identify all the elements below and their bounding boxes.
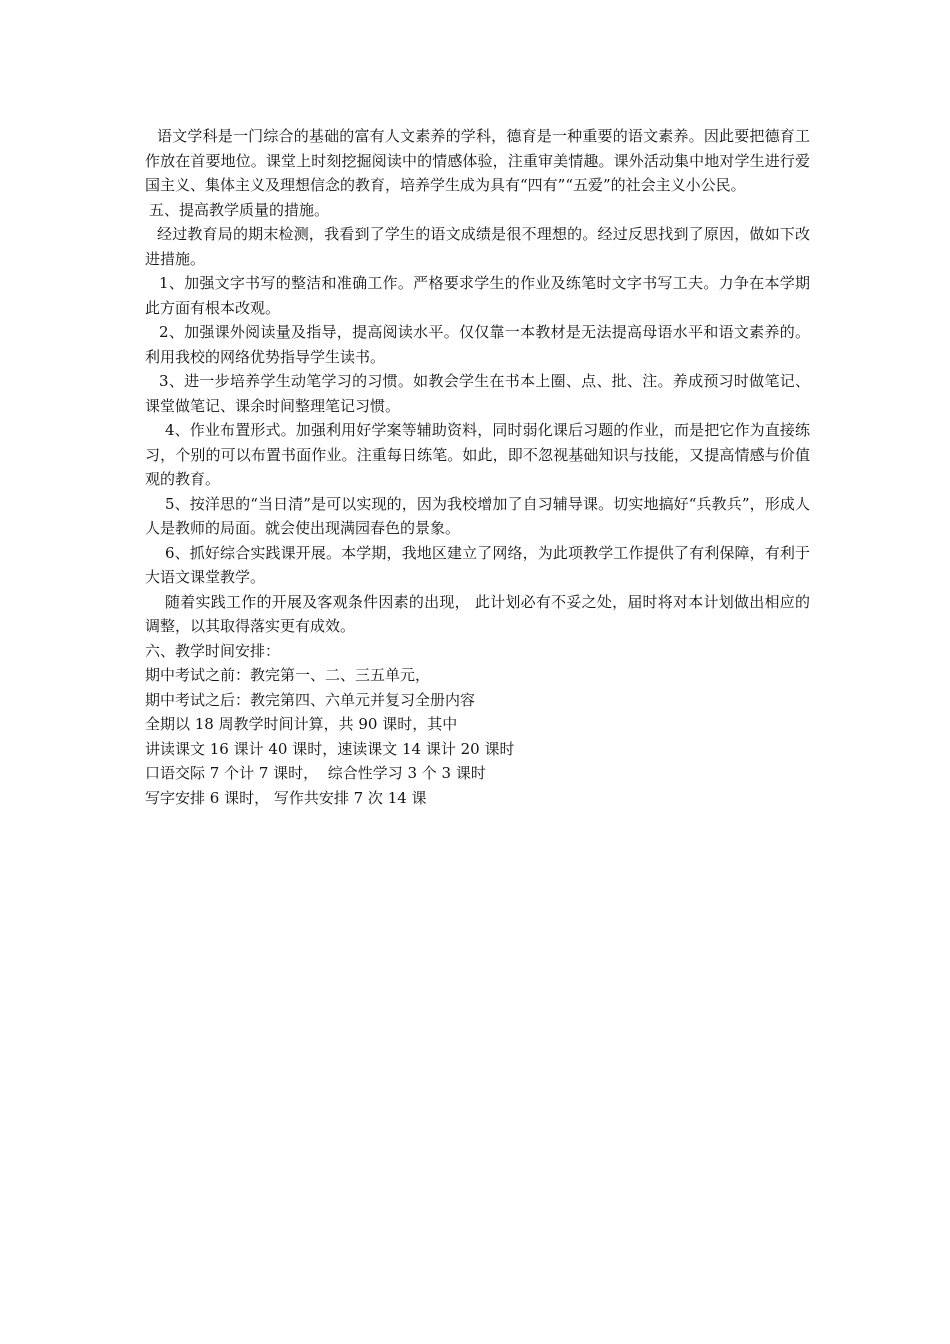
measure-item-4: 4、作业布置形式。加强利用好学案等辅助资料，同时弱化课后习题的作业，而是把它作为直接练习，个别的可以布置书面作业。注重每日练笔。如此，即不忽视基础知识与技能，又提高情感与价值观的教育。 bbox=[145, 421, 810, 488]
measure-item-1: 1、加强文字书写的整洁和准确工作。严格要求学生的作业及练笔时文字书写工夫。力争在本学期此方面有根本改观。 bbox=[145, 274, 810, 317]
measure-item-5: 5、按洋思的“当日清”是可以实现的，因为我校增加了自习辅导课。切实地搞好“兵教兵”，形成人人是教师的局面。就会使出现满园春色的景象。 bbox=[145, 494, 810, 537]
measure-item-6: 6、抓好综合实践课开展。本学期，我地区建立了网络，为此项教学工作提供了有利保障，有利于大语文课堂教学。 bbox=[145, 543, 810, 586]
schedule-line-after-midterm: 期中考试之后：教完第四、六单元并复习全册内容 bbox=[145, 690, 476, 709]
document-page bbox=[145, 124, 810, 810]
measure-item-2: 2、加强课外阅读量及指导，提高阅读水平。仅仅靠一本教材是无法提高母语水平和语文素养的。利用我校的网络优势指导学生读书。 bbox=[145, 323, 810, 366]
section-heading-six: 六、教学时间安排： bbox=[145, 641, 281, 660]
paragraph-moral-education: 语文学科是一门综合的基础的富有人文素养的学科，德育是一种重要的语文素养。因此要把德育工作放在首要地位。课堂上时刻挖掘阅读中的情感体验，注重审美情趣。课外活动集中地对学生进行爱国主义、集体主义及理想信念的教育，培养学生成为具有“四有”“五爱”的社会主义小公民。 bbox=[145, 127, 810, 194]
paragraph-plan-adjustment: 随着实践工作的开展及客观条件因素的出现， 此计划必有不妥之处，届时将对本计划做出相应的调整，以其取得落实更有成效。 bbox=[145, 592, 810, 635]
schedule-line-before-midterm: 期中考试之前：教完第一、二、三五单元， bbox=[145, 666, 431, 684]
schedule-line-reading: 讲读课文 16 课计 40 课时，速读课文 14 课计 20 课时 bbox=[145, 739, 515, 758]
schedule-line-writing: 写字安排 6 课时， 写作共安排 7 次 14 课 bbox=[145, 788, 427, 807]
measure-item-3: 3、进一步培养学生动笔学习的习惯。如教会学生在书本上圈、点、批、注。养成预习时做笔记、课堂做笔记、课余时间整理笔记习惯。 bbox=[145, 372, 810, 415]
section-heading-five: 五、提高教学质量的措施。 bbox=[149, 200, 330, 219]
schedule-line-oral: 口语交际 7 个计 7 课时， 综合性学习 3 个 3 课时 bbox=[145, 764, 486, 782]
schedule-line-total: 全期以 18 周教学时间计算，共 90 课时，其中 bbox=[145, 715, 458, 733]
paragraph-exam-review: 经过教育局的期末检测，我看到了学生的语文成绩是很不理想的。经过反思找到了原因，做如下改进措施。 bbox=[145, 225, 810, 268]
